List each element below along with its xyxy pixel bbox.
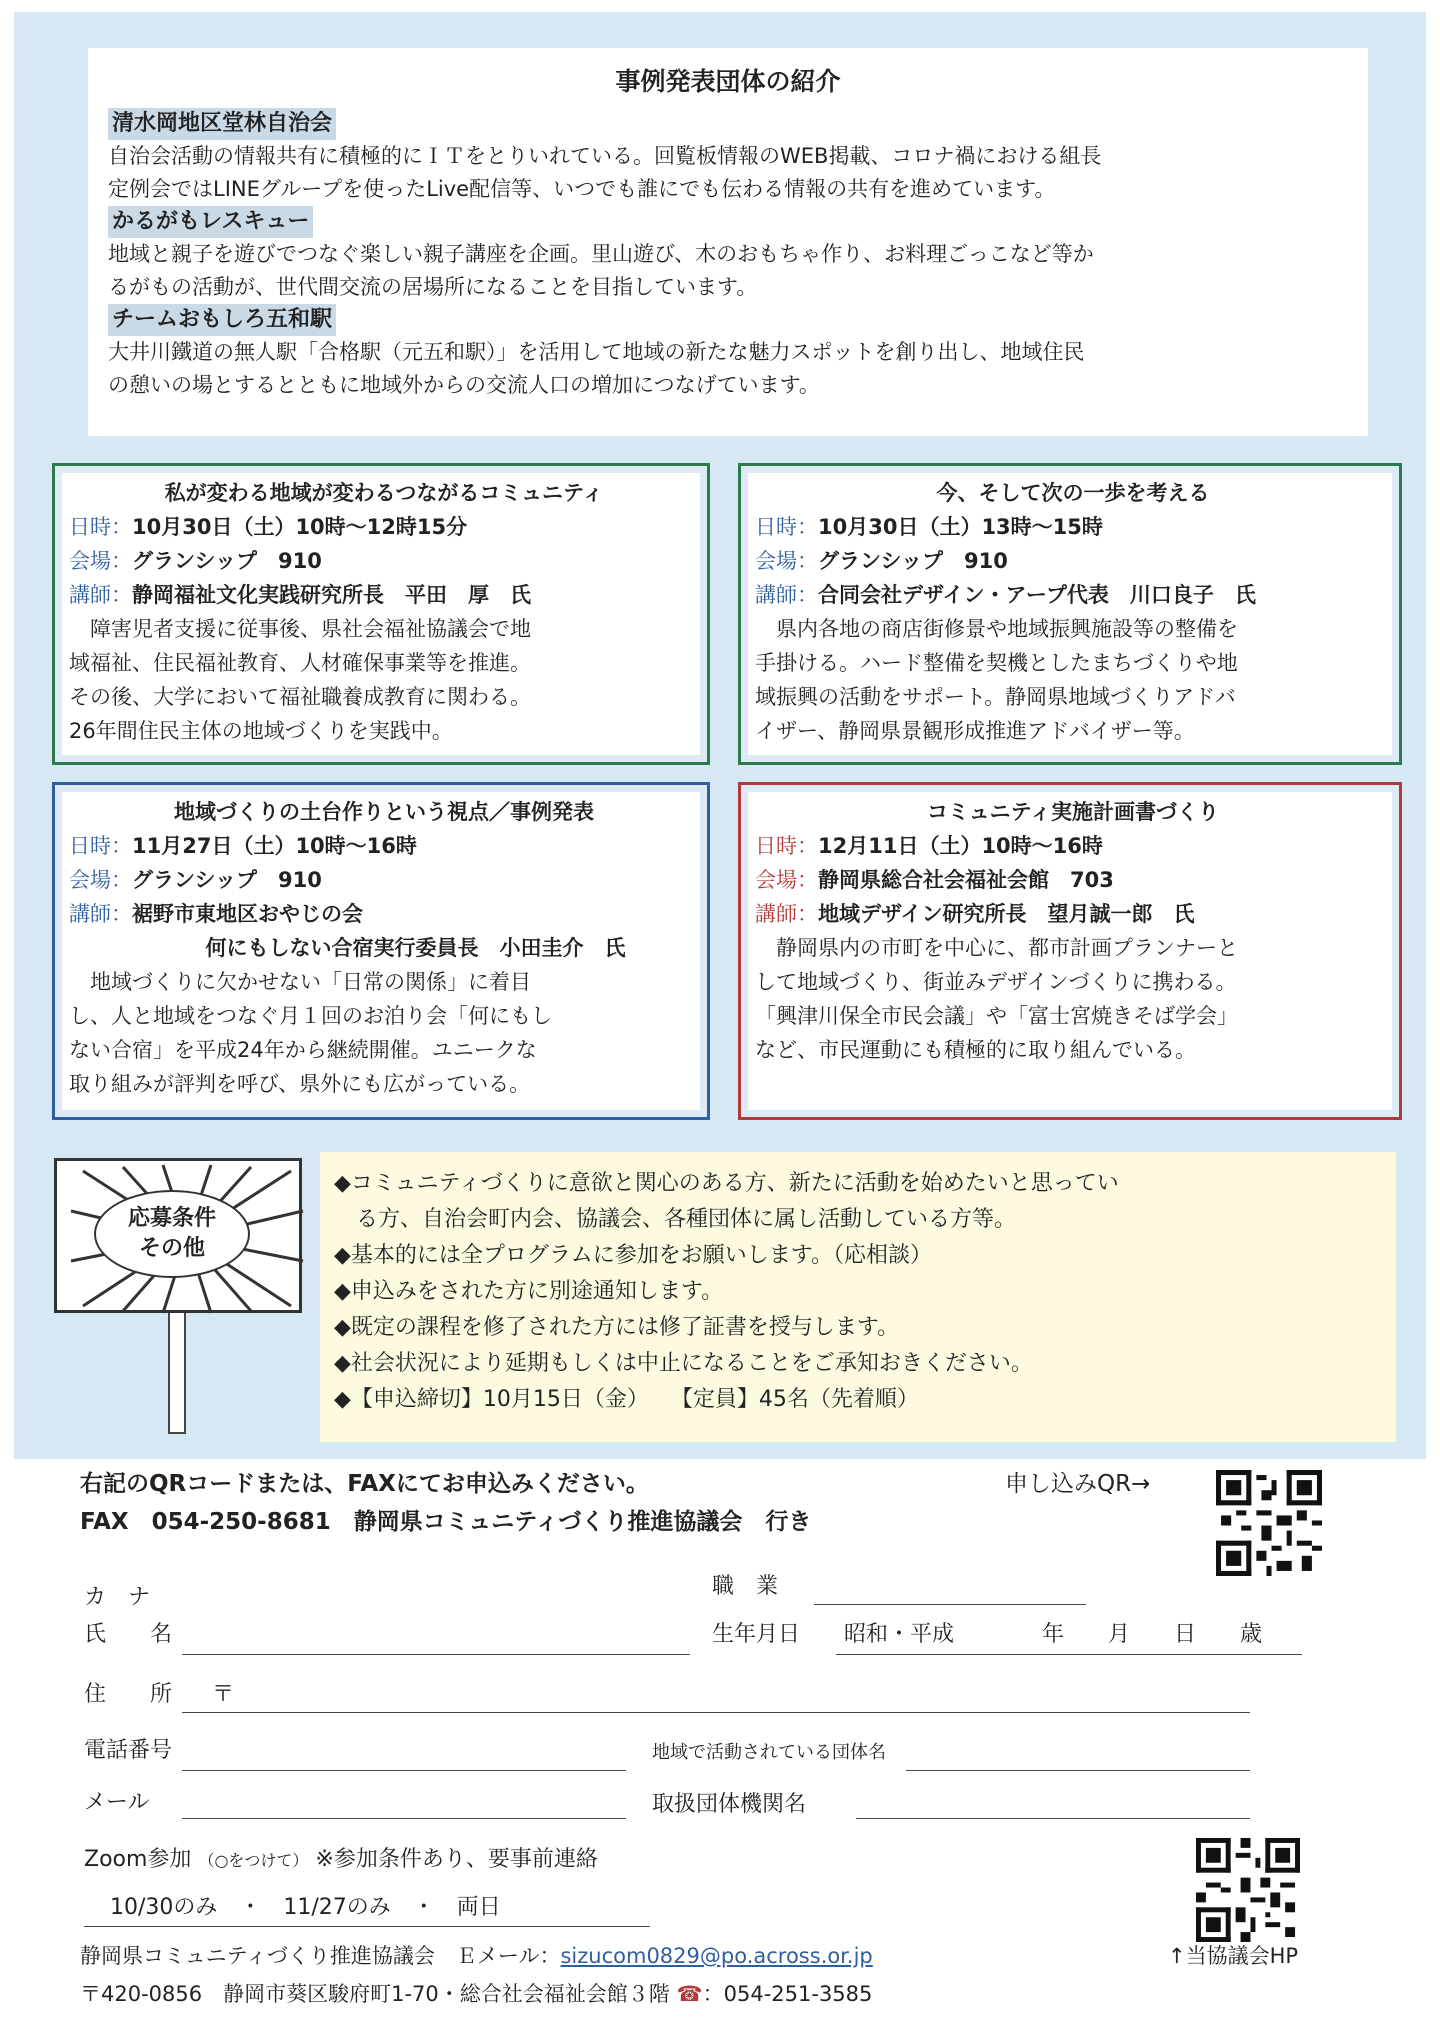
apply-fax: FAX 054-250-8681 静岡県コミュニティづくり推進協議会 行き [80, 1509, 812, 1535]
hp-qr-code-icon[interactable] [1196, 1838, 1300, 1942]
condition-item: る方、自治会町内会、協議会、各種団体に属し活動している方等。 [334, 1207, 1017, 1232]
apply-line: 右記のQRコードまたは、FAXにてお申込みください。 [80, 1471, 649, 1497]
footer-contact [80, 1940, 873, 1972]
org-desc: の憩いの場とするとともに地域外からの交流人口の増加につなげています。 [108, 373, 820, 397]
session-date: 日時：10月30日（土）10時～12時15分 [69, 515, 468, 539]
lecturer-bio: 県内各地の商店街修景や地域振興施設等の整備を [776, 617, 1238, 641]
condition-item: ◆申込みをされた方に別途通知します。 [334, 1279, 724, 1304]
zoom-options[interactable]: 10/30のみ ・ 11/27のみ ・ 両日 [110, 1895, 501, 1920]
condition-item: ◆基本的には全プログラムに参加をお願いします。（応相談） [334, 1243, 932, 1268]
lecturer-bio: して地域づくり、街並みデザインづくりに携わる。 [755, 970, 1237, 994]
session-lecturer: 講師：裾野市東地区おやじの会 [69, 902, 363, 926]
lecturer-bio: 26年間住民主体の地域づくりを実践中。 [69, 719, 453, 743]
mail-field[interactable] [182, 1818, 626, 1819]
lecturer-bio: 静岡県内の市町を中心に、都市計画プランナーと [776, 936, 1238, 960]
apply-qr-code-icon[interactable] [1216, 1470, 1322, 1576]
zoom-hint: （○をつけて） [198, 1851, 309, 1870]
session-title: 私が変わる地域が変わるつながるコミュニティ [164, 481, 604, 505]
intro-panel [88, 48, 1368, 436]
session-date: 日時：11月27日（土）10時～16時 [69, 834, 417, 858]
zoom-row [84, 1845, 598, 1876]
name-field[interactable] [182, 1654, 690, 1655]
session-card-1 [52, 463, 710, 765]
org-desc: 地域と親子を遊びでつなぐ楽しい親子講座を企画。里山遊び、木のおもちゃ作り、お料理ごっこなど等か [108, 242, 1094, 266]
form-address-label: 住 所 [84, 1682, 173, 1707]
org-name: 清水岡地区堂林自治会 [108, 108, 336, 140]
lecturer-bio: 障害児者支援に従事後、県社会福祉協議会で地 [90, 617, 531, 641]
conditions-list [320, 1152, 1396, 1442]
footer-address [80, 1978, 872, 2010]
footer-org: 静岡県コミュニティづくり推進協議会 Ｅメール： [80, 1944, 561, 1968]
org-block [108, 108, 1348, 206]
lecturer-bio: イザー、静岡県景観形成推進アドバイザー等。 [755, 719, 1195, 743]
org-name: かるがもレスキュー [108, 206, 313, 238]
zoom-underline [84, 1926, 650, 1927]
session-lecturer-title: 何にもしない合宿実行委員長 小田圭介 氏 [205, 936, 626, 960]
form-group-label: 地域で活動されている団体名 [652, 1742, 886, 1763]
session-venue: 会場：グランシップ 910 [755, 549, 1008, 573]
condition-item: ◆既定の課程を修了された方には修了証書を授与します。 [334, 1315, 900, 1340]
postal-mark: 〒 [212, 1682, 235, 1707]
session-lecturer: 講師：地域デザイン研究所長 望月誠一郎 氏 [755, 902, 1195, 926]
form-kana-label: カ ナ [84, 1585, 151, 1610]
tel-text: ：054-251-3585 [702, 1982, 873, 2006]
session-venue: 会場：静岡県総合社会福祉会館 703 [755, 868, 1114, 892]
lecturer-bio: ない合宿」を平成24年から継続開催。ユニークな [69, 1038, 537, 1062]
zoom-note: ※参加条件あり、要事前連絡 [315, 1847, 598, 1872]
form-agency-label: 取扱団体機関名 [652, 1792, 807, 1817]
conditions-signboard [48, 1158, 308, 1438]
form-mail-label: メール [84, 1790, 150, 1815]
org-block [108, 206, 1348, 304]
email-link[interactable]: sizucom0829@po.across.or.jp [560, 1944, 873, 1968]
session-card-2 [738, 463, 1402, 765]
org-desc: 大井川鐵道の無人駅「合格駅（元五和駅）」を活用して地域の新たな魅力スポットを創り出し、地域住民 [108, 340, 1085, 364]
condition-item: ◆コミュニティづくりに意欲と関心のある方、新たに活動を始めたいと思ってい [334, 1171, 1119, 1196]
lecturer-bio: 手掛ける。ハード整備を契機としたまちづくりや地 [755, 651, 1238, 675]
session-lecturer: 講師：合同会社デザイン・アープ代表 川口良子 氏 [755, 583, 1256, 607]
condition-item: ◆社会状況により延期もしくは中止になることをご承知おきください。 [334, 1351, 1033, 1376]
form-name-label: 氏 名 [84, 1622, 173, 1647]
session-card-3 [52, 782, 710, 1120]
qr-label: 申し込みQR→ [1005, 1471, 1151, 1497]
form-phone-label: 電話番号 [84, 1738, 173, 1763]
address-field[interactable] [182, 1712, 1250, 1713]
form-birth-label: 生年月日 [712, 1622, 801, 1647]
lecturer-bio: など、市民運動にも積極的に取り組んでいる。 [755, 1038, 1196, 1062]
session-title: 地域づくりの土台作りという視点／事例発表 [174, 800, 594, 824]
phone-icon: ☎ [676, 1982, 703, 2006]
org-desc: 定例会ではLINEグループを使ったLive配信等、いつでも誰にでも伝わる情報の共有を進めています。 [108, 177, 1056, 201]
apply-instructions [80, 1465, 1400, 1541]
lecturer-bio: 取り組みが評判を呼び、県外にも広がっている。 [69, 1072, 531, 1096]
condition-item: ◆【申込締切】10月15日（金） 【定員】45名（先着順） [334, 1387, 919, 1412]
org-block [108, 304, 1348, 402]
birth-value: 昭和・平成 年 月 日 歳 [844, 1622, 1263, 1647]
session-title: コミュニティ実施計画書づくり [927, 800, 1219, 824]
agency-field[interactable] [856, 1818, 1250, 1819]
lecturer-bio: 域振興の活動をサポート。静岡県地域づくりアドバ [755, 685, 1236, 709]
zoom-label: Zoom参加 [84, 1847, 192, 1872]
session-title: 今、そして次の一歩を考える [936, 481, 1210, 505]
lecturer-bio: 域福祉、住民福祉教育、人材確保事業等を推進。 [69, 651, 531, 675]
form-job-label: 職 業 [712, 1574, 779, 1599]
hp-label: ↑当協議会HP [1168, 1944, 1299, 1968]
job-field[interactable] [814, 1604, 1086, 1605]
session-date: 日時：10月30日（土）13時～15時 [755, 515, 1103, 539]
lecturer-bio: 「興津川保全市民会議」や「富士宮焼きそば学会」 [755, 1004, 1238, 1028]
lecturer-bio: その後、大学において福祉職養成教育に関わる。 [69, 685, 531, 709]
lecturer-bio: 地域づくりに欠かせない「日常の関係」に着目 [90, 970, 531, 994]
org-desc: るがもの活動が、世代間交流の居場所になることを目指しています。 [108, 275, 758, 299]
birth-field[interactable] [836, 1654, 1302, 1655]
org-desc: 自治会活動の情報共有に積極的にＩＴをとりいれている。回覧板情報のWEB掲載、コロナ禍における組長 [108, 144, 1102, 168]
sign-pole [168, 1306, 186, 1434]
intro-title: 事例発表団体の紹介 [615, 67, 841, 96]
session-venue: 会場：グランシップ 910 [69, 549, 322, 573]
group-field[interactable] [906, 1770, 1250, 1771]
address-text: 〒420-0856 静岡市葵区駿府町1-70・総合社会福祉会館３階 [80, 1982, 670, 2006]
phone-field[interactable] [182, 1770, 626, 1771]
session-card-4 [738, 782, 1402, 1120]
session-date: 日時：12月11日（土）10時～16時 [755, 834, 1103, 858]
sign-label: 応募条件 その他 [94, 1190, 250, 1278]
session-lecturer: 講師：静岡福祉文化実践研究所長 平田 厚 氏 [69, 583, 531, 607]
session-venue: 会場：グランシップ 910 [69, 868, 322, 892]
lecturer-bio: し、人と地域をつなぐ月１回のお泊り会「何にもし [69, 1004, 552, 1028]
org-name: チームおもしろ五和駅 [108, 304, 336, 336]
